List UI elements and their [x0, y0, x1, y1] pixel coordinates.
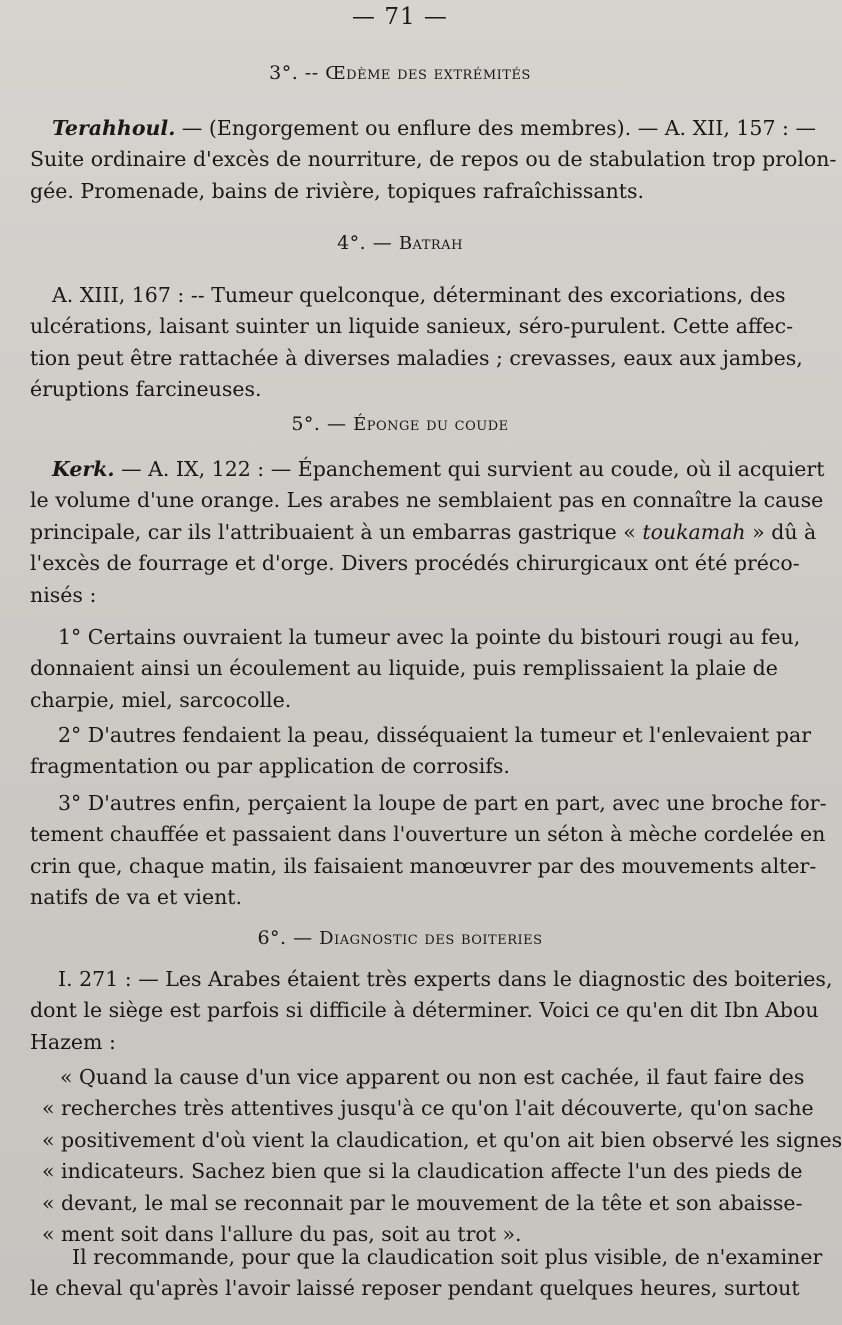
paragraph-procedure-1: donnaient ainsi un écoulement au liquide, puis remplissaient la plaie de charpie, miel, sarcocolle.: [30, 656, 778, 712]
paragraph-boiteries-first: I. 271 : — Les Arabes étaient très experts dans le diagnostic des boiteries,: [58, 967, 833, 991]
quote-ibn-abou-hazem-first: « Quand la cause d'un vice apparent ou non est cachée, il faut faire des: [60, 1065, 805, 1089]
heading-title: Diagnostic des boiteries: [319, 928, 543, 949]
paragraph-procedure-2-first: 2° D'autres fendaient la peau, disséquaient la tumeur et l'enlevaient par: [58, 723, 811, 747]
paragraph-terahhoul: Terahhoul. — (Engorgement ou enflure des membres). — A. XII, 157 : —: [52, 116, 816, 140]
section-heading-3: [0, 62, 800, 84]
paragraph-recommande: le cheval qu'après l'avoir laissé reposer pendant quelques heures, surtout: [30, 1276, 800, 1300]
paragraph-batrah-first: A. XIII, 167 : -- Tumeur quelconque, déterminant des excoriations, des: [52, 283, 786, 307]
heading-title: Œdème des extrémités: [325, 63, 531, 84]
heading-number: 5°. —: [291, 413, 354, 435]
term-terahhoul: Terahhoul.: [52, 116, 176, 140]
section-heading-4: [0, 232, 800, 254]
heading-number: 3°. --: [269, 62, 326, 84]
paragraph-procedure-2: fragmentation ou par application de corrosifs.: [30, 754, 510, 778]
term-kerk: Kerk.: [52, 457, 115, 481]
italic-term-toukamah: toukamah: [642, 519, 746, 544]
paragraph-kerk: le volume d'une orange. Les arabes ne semblaient pas en connaître la cause principale, car ils l'attribuaient à un embarras gastrique « toukamah » dû à l'excès de fourrage et d'orge. Divers procédés chirurgicaux ont été préco- nisés :: [30, 488, 824, 607]
page-number: — 71 —: [352, 4, 448, 30]
paragraph-recommande-first: Il recommande, pour que la claudication soit plus visible, de n'examiner: [72, 1245, 823, 1269]
paragraph-procedure-1-first: 1° Certains ouvraient la tumeur avec la pointe du bistouri rougi au feu,: [58, 625, 801, 649]
heading-title: Batrah: [398, 233, 463, 254]
paragraph-kerk-first: Kerk. — A. IX, 122 : — Épanchement qui survient au coude, où il acquiert: [52, 457, 825, 481]
section-heading-5: [0, 413, 800, 435]
heading-title: Éponge du coude: [353, 414, 509, 435]
quote-ibn-abou-hazem: « recherches très attentives jusqu'à ce qu'on l'ait découverte, qu'on sache « positivement d'où vient la claudication, et qu'on ait bien observé les signes « indicateurs. Sachez bien que si la claudication affecte l'un des pieds de « devant, le mal se reconnait par le mouvement de la tête et son abaisse- « ment soit dans l'allure du pas, soit au trot ».: [42, 1096, 842, 1246]
paragraph-terahhoul-cont: Suite ordinaire d'excès de nourriture, de repos ou de stabulation trop prolon- gée. Promenade, bains de rivière, topiques rafraîchissants.: [30, 147, 837, 203]
heading-number: 4°. —: [337, 232, 399, 254]
section-heading-6: [0, 927, 800, 949]
paragraph-procedure-3-first: 3° D'autres enfin, perçaient la loupe de part en part, avec une broche for-: [58, 791, 827, 815]
heading-number: 6°. —: [257, 927, 320, 949]
paragraph-procedure-3: tement chauffée et passaient dans l'ouverture un séton à mèche cordelée en crin que, chaque matin, ils faisaient manœuvrer par des mouvements alter- natifs de va et vient.: [30, 822, 826, 909]
paragraph-boiteries: dont le siège est parfois si difficile à déterminer. Voici ce qu'en dit Ibn Abou Hazem :: [30, 998, 819, 1054]
paragraph-batrah: ulcérations, laisant suinter un liquide sanieux, séro-purulent. Cette affec- tion peut être rattachée à diverses maladies ; crevasses, eaux aux jambes, éruptions farcineuses.: [30, 314, 803, 401]
